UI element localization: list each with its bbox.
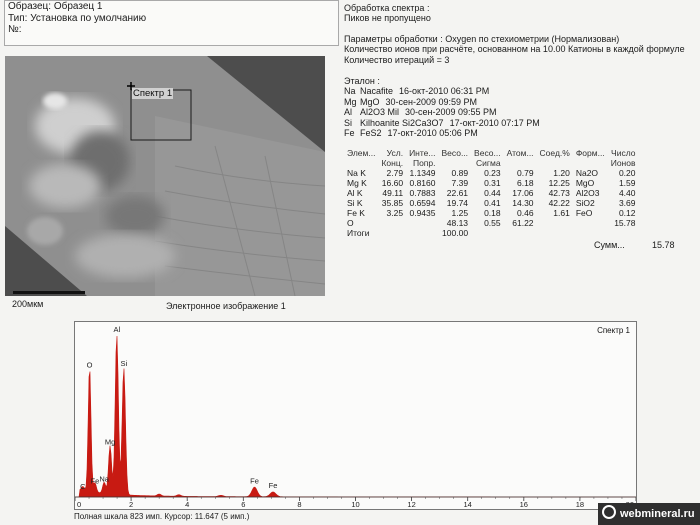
chart-title: Спектр 1: [597, 326, 630, 335]
results-cell: [504, 228, 537, 238]
sem-image: [5, 56, 325, 296]
peak-label: Fe: [250, 476, 259, 486]
x-tick-label: 8: [297, 500, 302, 509]
results-cell: Si K: [347, 198, 363, 208]
results-cell: MgO: [575, 178, 595, 188]
processing-ions: Количество ионов при расчёте, основанном на 10.00 Катионы в каждой формуле: [344, 44, 685, 55]
results-row: [344, 218, 638, 228]
results-cell: 0.46: [517, 208, 534, 218]
sum-value: 15.78: [652, 240, 675, 250]
results-cell: 0.41: [484, 198, 501, 208]
peak-label: C: [80, 481, 86, 491]
results-cell: [573, 158, 608, 168]
peak-label: Al: [113, 325, 121, 334]
results-cell: Al2O3: [575, 188, 600, 198]
results-cell: Весо...: [441, 148, 469, 158]
results-cell: 0.89: [451, 168, 469, 178]
standard-name: FeS2: [360, 128, 382, 139]
watermark-badge: [598, 503, 700, 525]
standard-element: Fe: [344, 128, 355, 139]
watermark-text: webmineral.ru: [620, 508, 695, 520]
results-cell: [378, 228, 406, 238]
results-cell: [537, 228, 573, 238]
results-cell: 19.74: [446, 198, 469, 208]
results-row: [344, 178, 638, 188]
results-cell: Na2O: [575, 168, 599, 178]
results-cell: Число: [611, 148, 636, 158]
results-cell: Итоги: [347, 228, 370, 238]
results-cell: 100.00: [442, 228, 469, 238]
results-cell: [438, 158, 471, 168]
x-tick-label: 14: [463, 500, 472, 509]
results-cell: 61.22: [512, 218, 534, 228]
peak-label: Si: [120, 358, 128, 368]
results-cell: 1.1349: [409, 168, 436, 178]
results-cell: 1.20: [553, 168, 570, 178]
results-cell: Инте...: [409, 148, 436, 158]
results-row: [344, 228, 638, 238]
results-cell: 12.25: [548, 178, 570, 188]
results-header-row: [344, 148, 638, 158]
results-row: [344, 188, 638, 198]
standard-date: 30-сен-2009 09:55 PM: [405, 107, 497, 118]
results-cell: Ионов: [610, 158, 636, 168]
watermark-icon: [602, 505, 616, 519]
results-cell: [406, 218, 438, 228]
results-cell: 3.69: [618, 198, 636, 208]
standard-row: [344, 128, 540, 138]
results-cell: 0.18: [484, 208, 501, 218]
standard-date: 16-окт-2010 06:31 PM: [399, 86, 490, 97]
results-cell: Весо...: [474, 148, 501, 158]
standard-date: 17-окт-2010 05:06 PM: [387, 128, 478, 139]
sum-label: Сумм...: [594, 240, 625, 250]
standard-row: [344, 107, 540, 117]
results-cell: [537, 218, 573, 228]
results-row: [344, 198, 638, 208]
processing-title: Обработка спектра :: [344, 3, 430, 13]
results-cell: 42.22: [548, 198, 570, 208]
results-cell: 7.39: [451, 178, 469, 188]
standard-row: [344, 97, 540, 107]
x-tick-label: 10: [351, 500, 360, 509]
results-cell: 48.13: [446, 218, 469, 228]
results-cell: 0.6594: [409, 198, 436, 208]
peak-label: Mg: [104, 437, 116, 447]
spectrum-chart: [74, 321, 637, 510]
peak-label: Fe: [90, 476, 100, 486]
x-tick-label: 0: [77, 500, 82, 509]
processing-info: [344, 3, 685, 65]
results-cell: 35.85: [381, 198, 404, 208]
results-cell: Al K: [347, 188, 363, 198]
results-cell: [537, 158, 573, 168]
standard-name: Nacafite: [360, 86, 394, 97]
results-cell: 1.59: [618, 178, 636, 188]
sample-number: №:: [8, 24, 22, 35]
results-cell: Конц.: [381, 158, 404, 168]
results-cell: Mg K: [347, 178, 367, 188]
results-cell: 4.40: [618, 188, 636, 198]
results-table: [344, 148, 638, 238]
results-cell: [608, 228, 639, 238]
results-cell: 2.79: [386, 168, 404, 178]
results-cell: 0.9435: [409, 208, 436, 218]
standard-element: Mg: [344, 96, 357, 107]
results-cell: Сигма: [476, 158, 501, 168]
results-cell: 0.55: [484, 218, 501, 228]
standard-name: MgO: [360, 96, 380, 107]
results-cell: 3.25: [386, 208, 404, 218]
results-cell: 0.31: [484, 178, 501, 188]
results-cell: 49.11: [382, 188, 404, 198]
peak-label: Fe: [268, 481, 278, 491]
x-tick-label: 6: [241, 500, 246, 509]
results-cell: [573, 228, 608, 238]
processing-peaks: Пиков не пропущено: [344, 13, 431, 24]
results-cell: [344, 158, 378, 168]
results-cell: O: [347, 218, 354, 228]
results-cell: 0.20: [618, 168, 636, 178]
results-cell: Форм...: [575, 148, 605, 158]
peak-label: O: [86, 360, 93, 370]
spectrum-series: [75, 336, 636, 497]
standard-element: Al: [344, 107, 353, 118]
results-row: [344, 168, 638, 178]
results-cell: Na K: [347, 168, 366, 178]
processing-params: Параметры обработки : Oxygen по стехиометрии (Нормализован): [344, 33, 620, 44]
results-cell: 42.73: [548, 188, 570, 198]
results-cell: [471, 228, 504, 238]
sample-type: Тип: Установка по умолчанию: [8, 12, 147, 24]
results-cell: [573, 218, 608, 228]
results-cell: [504, 158, 537, 168]
results-cell: 0.79: [517, 168, 534, 178]
sem-caption: Электронное изображение 1: [166, 301, 286, 311]
x-tick-label: 18: [575, 500, 585, 509]
x-tick-label: 2: [129, 500, 134, 509]
results-cell: FeO: [575, 208, 593, 218]
results-cell: 0.7883: [409, 188, 436, 198]
results-cell: Элем...: [347, 148, 376, 158]
spectrum-plot: [75, 322, 636, 509]
results-cell: 1.61: [553, 208, 570, 218]
results-cell: 15.78: [614, 218, 636, 228]
processing-iterations: Количество итераций = 3: [344, 54, 450, 65]
results-cell: [378, 218, 406, 228]
chart-footer: Полная шкала 823 имп. Курсор: 11.647 (5 имп.): [74, 512, 250, 521]
results-cell: 14.30: [512, 198, 534, 208]
results-cell: 1.25: [451, 208, 469, 218]
results-cell: Усл.: [386, 148, 404, 158]
spectrum-marker-label: Спектр 1: [133, 88, 173, 99]
results-cell: 17.06: [512, 188, 534, 198]
results-cell: [406, 228, 438, 238]
results-cell: 22.61: [446, 188, 469, 198]
sample-info-box: [4, 0, 339, 46]
scale-label: 200мкм: [12, 299, 44, 309]
standard-name: Al2O3 Mil: [360, 107, 400, 118]
x-tick-label: 12: [407, 500, 416, 509]
results-cell: Атом...: [506, 148, 534, 158]
standard-date: 17-окт-2010 07:17 PM: [449, 117, 540, 128]
standard-date: 30-сен-2009 09:59 PM: [385, 96, 478, 107]
results-cell: Fe K: [347, 208, 365, 218]
x-tick-label: 4: [185, 500, 190, 509]
results-cell: 0.23: [484, 168, 501, 178]
standard-element: Na: [344, 86, 356, 97]
results-cell: 0.44: [484, 188, 501, 198]
results-cell: Попр.: [412, 158, 436, 168]
standards-block: [344, 76, 540, 138]
standard-element: Si: [344, 117, 353, 128]
sample-name: Образец: Образец 1: [8, 1, 103, 12]
results-cell: 16.60: [381, 178, 404, 188]
results-cell: 0.12: [618, 208, 636, 218]
results-row: [344, 208, 638, 218]
results-header-row: [344, 158, 638, 168]
results-cell: 0.8160: [409, 178, 436, 188]
results-cell: Соед.%: [539, 148, 570, 158]
results-cell: 6.18: [517, 178, 534, 188]
standard-row: [344, 86, 540, 96]
standard-row: [344, 118, 540, 128]
x-tick-label: 16: [519, 500, 528, 509]
peak-label: Na: [99, 474, 109, 484]
standards-title: Эталон :: [344, 76, 380, 86]
results-cell: SiO2: [575, 198, 595, 208]
standard-name: Kilhoanite Si2Ca3O7: [360, 117, 444, 128]
